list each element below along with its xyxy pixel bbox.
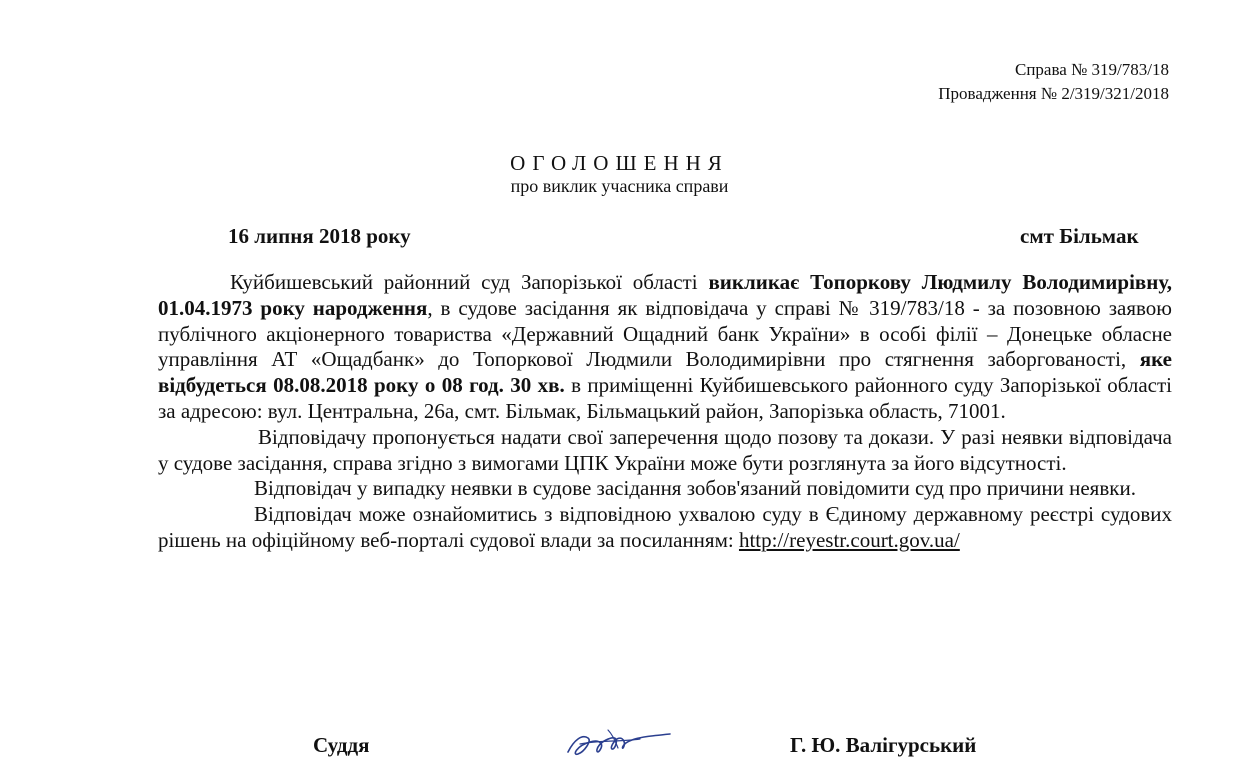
hearing-datetime: яке відбудеться 08.08.2018 року о 08 год. 30 хв. [158,347,1172,398]
document-title: ОГОЛОШЕННЯ [510,151,729,175]
paragraph-registry [158,502,1172,554]
registry-text: Відповідач може ознайомитись з відповідною ухвалою суду в Єдиному державному реєстрі судових рішень на офіційному веб-порталі судової влади за посиланням: [158,502,1172,552]
court-address-text: в приміщенні Куйбишевського районного суду Запорізької області за адресою: вул. Центральна, 26а, смт. Більмак, Більмацький район, Запорізька область, 71001. [158,373,1173,423]
document-subtitle: про виклик учасника справи [510,176,729,196]
case-details-text: , в судове засідання як відповідача у справі № 319/783/18 - за позовною заявою публічного акціонерного товариства «Державний Ощадний банк України» в особі філії – Донецьке обласне управління АТ «Ощадбанк» до Топоркової Людмили Володимирівни про стягнення заборгованості, [158,295,1172,372]
case-number: Справа № 319/783/18 [1015,60,1169,79]
signature-role: Суддя [313,733,370,757]
paragraph-notify-court: Відповідач у випадку неявки в судове засідання зобов'язаний повідомити суд про причини неявки. [254,476,1136,501]
registry-link[interactable]: http://reyestr.court.gov.ua/ [738,527,960,552]
document-place: смт Більмак [1020,224,1139,248]
paragraph-summons [158,270,1172,425]
court-name-text: Куйбишевський районний суд Запорізької області [230,270,709,294]
notice-body [158,270,1172,554]
handwritten-signature [560,722,680,762]
judge-name: Г. Ю. Валігурський [790,733,977,757]
summoned-person: викликає Топоркову Людмилу Володимирівну, 01.04.1973 року народження [158,270,1172,320]
proceeding-number: Провадження № 2/319/321/2018 [938,84,1169,103]
paragraph-objections: Відповідачу пропонується надати свої заперечення щодо позову та докази. У разі неявки відповідача у судове засідання, справа згідно з вимогами ЦПК України може бути розглянута за його відсутності. [158,424,1172,475]
document-date: 16 липня 2018 року [228,224,411,248]
